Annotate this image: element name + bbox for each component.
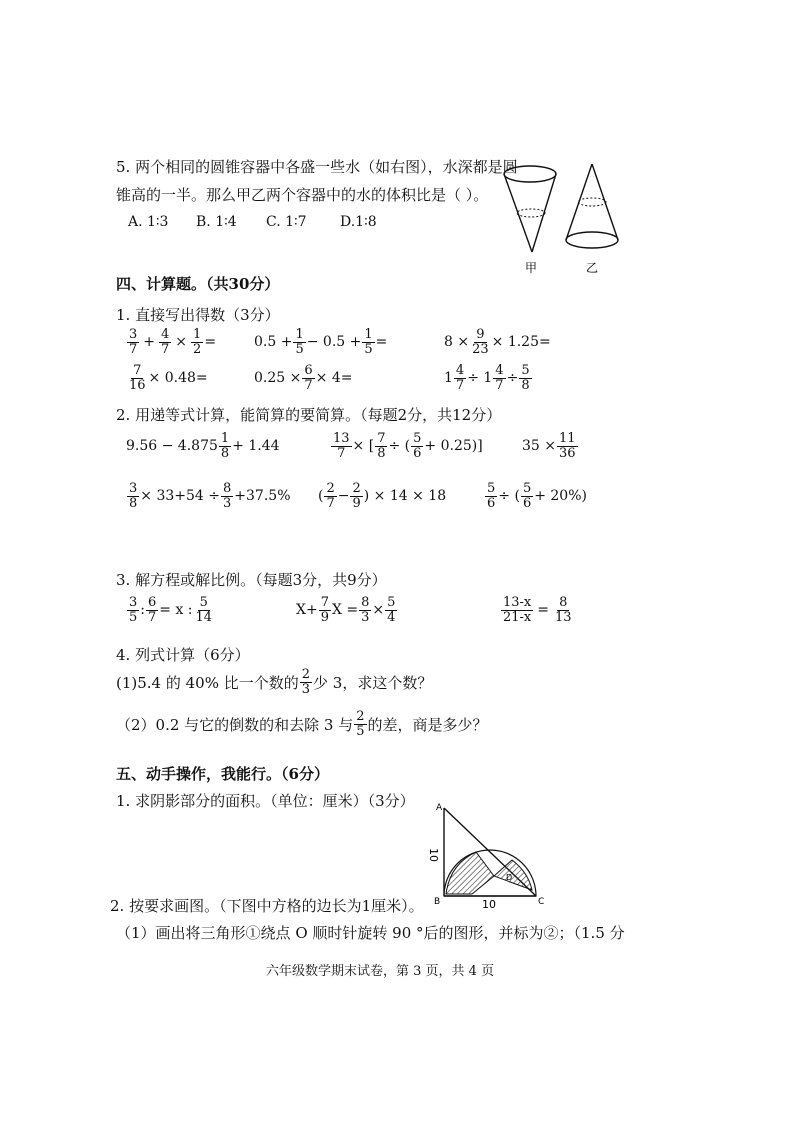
section5-part2-q1: （1）画出将三角形①绕点 O 顺时针旋转 90 °后的图形，并标为②；（1.5 分	[116, 924, 625, 942]
expr-4: $\frac{7}{16}$ × 0.48=	[129, 363, 208, 393]
point-d-label: D	[506, 873, 513, 882]
cone-b-label: 乙	[586, 261, 599, 275]
calc-3: 35 × $\frac{11}{36}$	[522, 431, 576, 461]
word-problem-2: （2）0.2 与它的倒数的和去除 3 与 $\frac{2}{5}$ 的差，商是多少？	[116, 709, 488, 739]
word-problem-1: (1)5.4 的 40% 比一个数的 $\frac{2}{3}$ 少 3，求这个数？	[116, 667, 433, 697]
point-a-label: A	[436, 803, 443, 813]
calc-5: ( $\frac{2}{7}$ − $\frac{2}{9}$ ) × 14 × 18	[318, 481, 447, 511]
calc-1: 9.56 − 4.875 $\frac{1}{8}$ + 1.44	[126, 431, 280, 461]
calc-6: $\frac{5}{6}$ ÷ ( $\frac{5}{6}$ + 20%)	[487, 481, 587, 511]
equation-3: $\frac{13-x}{21-x}$ = $\frac{8}{13}$	[503, 595, 572, 625]
cones-figure	[498, 156, 628, 276]
q5-option-b: B. 1∶4	[196, 214, 237, 230]
q5-option-c: C. 1∶7	[266, 214, 307, 230]
page-footer: 六年级数学期末试卷，第 3 页，共 4 页	[266, 964, 495, 979]
q5-line1: 5. 两个相同的圆锥容器中各盛一些水（如右图），水深都是圆	[116, 158, 518, 176]
q5-option-a: A. 1∶3	[128, 214, 169, 230]
section4-part1-title: 1. 直接写出得数（3分）	[116, 306, 280, 324]
section5-title: 五、动手操作，我能行。（6分）	[116, 765, 329, 783]
section4-part3-title: 3. 解方程或解比例。（每题3分，共9分）	[116, 571, 387, 589]
expr-5: 0.25 × $\frac{6}{7}$ × 4=	[254, 363, 353, 393]
section4-part4-title: 4. 列式计算（6分）	[116, 646, 250, 664]
section5-part2-title: 2. 按要求画图。（下图中方格的边长为1厘米）。	[110, 897, 424, 915]
equation-2: X+ $\frac{7}{9}$ X = $\frac{8}{3}$ × $\frac{5}{4}$	[296, 595, 396, 625]
side-bottom-label: 10	[482, 898, 496, 911]
q5-line2: 锥高的一半。那么甲乙两个容器中的水的体积比是（ ）。	[116, 186, 489, 204]
shaded-area-figure	[427, 800, 556, 912]
cone-a-label: 甲	[525, 261, 538, 275]
calc-2: $\frac{13}{7}$ × [ $\frac{7}{8}$ ÷ ( $\frac{5}{6}$ + 0.25)]	[333, 431, 483, 461]
expr-2: 0.5 + $\frac{1}{5}$ − 0.5 + $\frac{1}{5}$ =	[254, 327, 388, 357]
point-c-label: C	[538, 897, 545, 907]
side-left-label: 10	[427, 848, 440, 862]
q5-option-d: D.1∶8	[340, 214, 377, 230]
calc-4: $\frac{3}{8}$ × 33+54 ÷ $\frac{8}{3}$ +37.5%	[129, 481, 291, 511]
expr-6: 1 $\frac{4}{7}$ ÷ 1 $\frac{4}{7}$ ÷ $\frac{5}{8}$	[444, 363, 530, 393]
section5-part1-title: 1. 求阴影部分的面积。（单位：厘米）（3分）	[116, 792, 415, 810]
point-b-label: B	[434, 897, 441, 907]
expr-1: $\frac{3}{7}$ + $\frac{4}{7}$ × $\frac{1}{2}$ =	[129, 327, 217, 357]
expr-3: 8 × $\frac{9}{23}$ × 1.25=	[444, 327, 551, 357]
section4-title: 四、计算题。（共30分）	[116, 275, 280, 293]
section4-part2-title: 2. 用递等式计算，能简算的要简算。（每题2分，共12分）	[116, 406, 502, 424]
equation-1: $\frac{3}{5}$ : $\frac{6}{7}$ = x : $\frac{5}{14}$	[129, 595, 213, 625]
